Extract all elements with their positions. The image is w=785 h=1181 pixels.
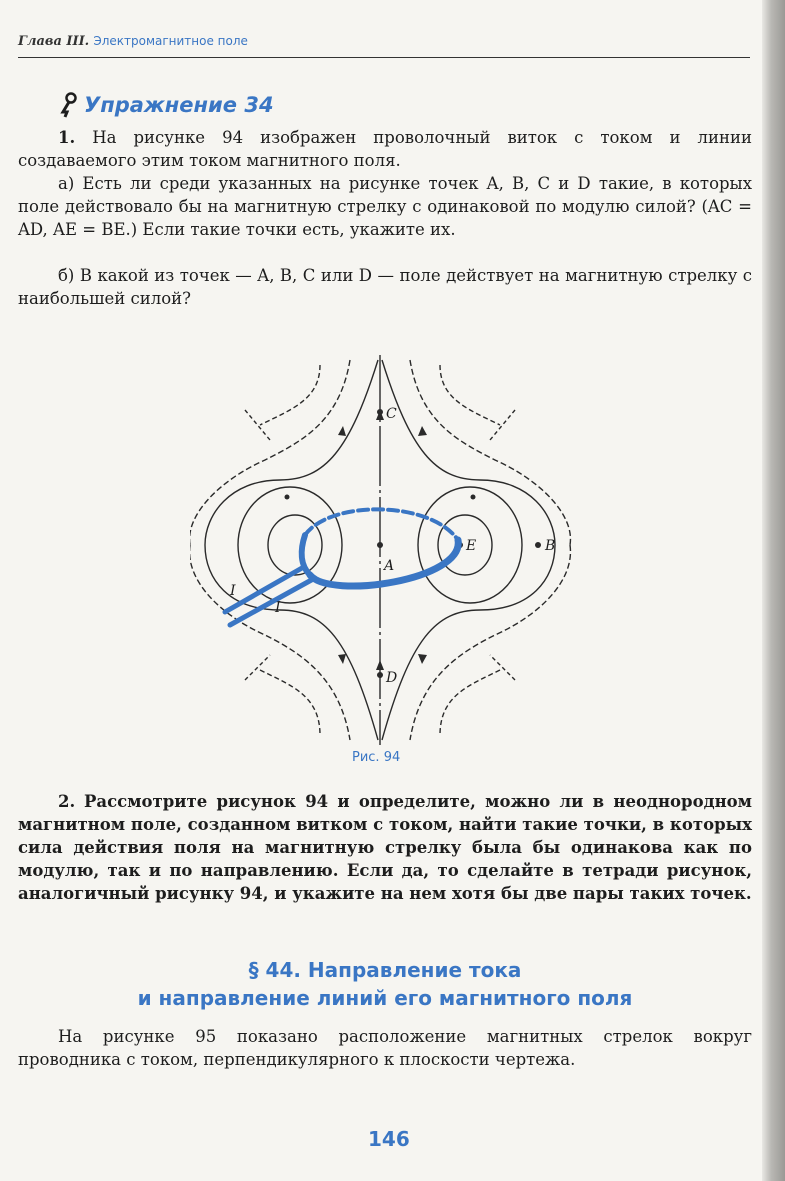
point-d-dot [377,672,383,678]
arrow-right-loop [471,495,476,500]
task1-paragraph [18,126,752,172]
task2-paragraph [18,790,752,905]
field-line-right-7 [490,655,515,680]
page-binding-edge [762,0,785,1181]
field-line-left-3 [190,545,350,740]
wire-loop-back [305,509,458,540]
task1a-paragraph [18,172,752,241]
point-a-dot [377,542,383,548]
task1b-text: б) В какой из точек — A, B, C или D — поле действует на магнитную стрелку с наибольшей силой? [18,266,752,308]
field-line-right-4 [440,365,500,425]
field-line-left-6 [245,410,270,440]
exercise-title: Упражнение 34 [84,93,274,117]
field-line-right-3 [410,545,570,740]
label-b: B [545,538,556,554]
arrow-right-bottom [418,654,427,664]
section-paragraph-text: На рисунке 95 показано расположение магнитных стрелок вокруг проводника с током, перпендикулярного к плоскости чертежа. [18,1027,752,1069]
task1a-text: а) Есть ли среди указанных на рисунке точек A, B, C и D такие, в которых поле действовало бы на магнитную стрелку с одинаковой по модулю силой? (AC = AD, AE = BE.) Если такие точки есть, укажите их. [18,174,752,239]
arrow-right-top [418,426,427,436]
figure-94 [190,350,590,750]
task2-number: 2. [58,792,76,811]
field-line-right-5 [440,670,500,735]
arrow-left-bottom [338,654,346,664]
page-number: 146 [368,1127,410,1151]
arrow-left-loop [285,495,290,500]
label-d: D [386,670,398,686]
task1b-paragraph [18,264,752,310]
label-a: A [384,558,395,574]
arrow-left-top [338,426,346,436]
point-b-dot [535,542,541,548]
field-line-right-6 [490,410,515,440]
exercise-heading [60,92,274,118]
section-title-line2: и направление линий его магнитного поля [137,986,633,1010]
header-rule [18,57,750,58]
key-icon [60,92,78,118]
label-current-2: I [275,600,281,616]
field-line-left-4 [260,365,320,425]
field-line-right-2 [410,360,570,545]
chapter-label: Глава III. [18,34,90,49]
label-e: E [466,538,477,554]
task2-text: Рассмотрите рисунок 94 и определите, можно ли в неоднородном магнитном поле, созданном витком с током, найти такие точки, в которых сила действия поля на магнитную стрелку была бы одинакова как по модулю, так и по направлению. Если да, то сделайте в тетради рисунок, аналогичный рисунку 94, и укажите на нем хотя бы две пары таких точек. [18,792,752,903]
label-current-1: I [230,583,236,599]
section-paragraph [18,1025,752,1071]
arrow-axis-bottom [376,660,384,670]
field-line-left-1 [205,360,378,740]
label-c: C [386,406,397,422]
running-header [18,34,248,49]
task1-number: 1. [58,128,76,147]
chapter-title: Электромагнитное поле [93,34,248,48]
task1-text: На рисунке 94 изображен проволочный виток с током и линии создаваемого этим током магнитного поля. [18,128,752,170]
section-title-line1: § 44. Направление тока [248,958,522,982]
figure-caption: Рис. 94 [352,750,401,765]
field-line-left-7 [245,655,270,680]
field-line-left-5 [260,670,320,735]
field-loop-left-inner [268,515,322,575]
point-c-dot [377,409,383,415]
field-line-left-2 [190,360,350,545]
